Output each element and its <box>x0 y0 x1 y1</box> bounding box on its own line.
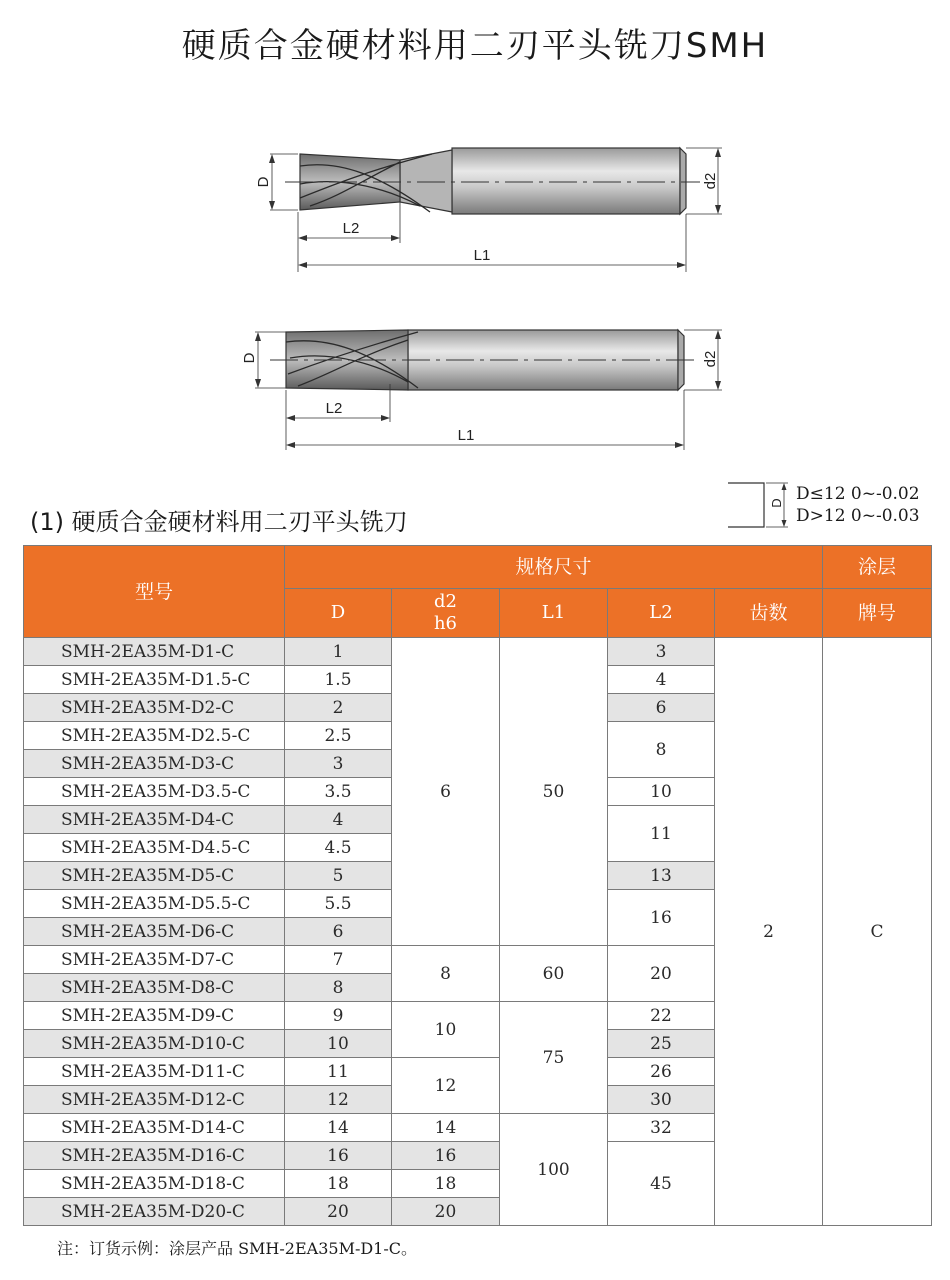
model-cell: SMH-2EA35M-D8-C <box>24 974 285 1002</box>
D-cell: 8 <box>285 974 392 1002</box>
d2-cell: 8 <box>392 946 500 1002</box>
coating-cell: C <box>823 638 932 1226</box>
D-cell: 16 <box>285 1142 392 1170</box>
header-coating-bottom: 牌号 <box>823 589 932 638</box>
L2-cell: 22 <box>608 1002 715 1030</box>
D-cell: 12 <box>285 1086 392 1114</box>
tolerance-symbol: D <box>769 498 784 508</box>
L2-cell: 20 <box>608 946 715 1002</box>
section-title: (1) 硬质合金硬材料用二刃平头铣刀 <box>30 508 408 536</box>
d2-cell: 18 <box>392 1170 500 1198</box>
model-cell: SMH-2EA35M-D20-C <box>24 1198 285 1226</box>
model-cell: SMH-2EA35M-D16-C <box>24 1142 285 1170</box>
model-cell: SMH-2EA35M-D5.5-C <box>24 890 285 918</box>
d2-cell: 12 <box>392 1058 500 1114</box>
order-note: 注：订货示例：涂层产品 SMH-2EA35M-D1-C。 <box>57 1239 418 1258</box>
tolerance-callout <box>726 480 942 530</box>
model-cell: SMH-2EA35M-D4-C <box>24 806 285 834</box>
L1-cell: 75 <box>500 1002 608 1114</box>
model-cell: SMH-2EA35M-D3-C <box>24 750 285 778</box>
tolerance-line-1: D≤12 0~-0.02 <box>796 484 920 504</box>
spec-table <box>23 545 932 1226</box>
header-spec-group: 规格尺寸 <box>285 546 823 589</box>
header-d2 <box>392 589 500 638</box>
teeth-cell: 2 <box>715 638 823 1226</box>
D-cell: 4 <box>285 806 392 834</box>
L1-cell: 100 <box>500 1114 608 1226</box>
tolerance-line-2: D>12 0~-0.03 <box>796 506 920 526</box>
drawing-straight-shank <box>241 330 722 450</box>
dim-label-L1: L1 <box>457 427 475 444</box>
L1-cell: 60 <box>500 946 608 1002</box>
model-cell: SMH-2EA35M-D12-C <box>24 1086 285 1114</box>
model-cell: SMH-2EA35M-D4.5-C <box>24 834 285 862</box>
D-cell: 5 <box>285 862 392 890</box>
D-cell: 1.5 <box>285 666 392 694</box>
header-model: 型号 <box>24 546 285 638</box>
model-cell: SMH-2EA35M-D14-C <box>24 1114 285 1142</box>
D-cell: 6 <box>285 918 392 946</box>
model-cell: SMH-2EA35M-D10-C <box>24 1030 285 1058</box>
D-cell: 2.5 <box>285 722 392 750</box>
D-cell: 14 <box>285 1114 392 1142</box>
D-cell: 18 <box>285 1170 392 1198</box>
header-L2: L2 <box>608 589 715 638</box>
model-cell: SMH-2EA35M-D5-C <box>24 862 285 890</box>
D-cell: 2 <box>285 694 392 722</box>
dim-label-D: D <box>255 176 272 188</box>
D-cell: 7 <box>285 946 392 974</box>
L2-cell: 45 <box>608 1142 715 1226</box>
header-D: D <box>285 589 392 638</box>
L2-cell: 26 <box>608 1058 715 1086</box>
D-cell: 3.5 <box>285 778 392 806</box>
header-d2-tolerance: h6 <box>433 613 458 634</box>
d2-cell: 20 <box>392 1198 500 1226</box>
D-cell: 10 <box>285 1030 392 1058</box>
header-L1: L1 <box>500 589 608 638</box>
neck <box>400 150 452 212</box>
model-cell: SMH-2EA35M-D2-C <box>24 694 285 722</box>
dim-label-L1: L1 <box>473 247 491 264</box>
header-teeth: 齿数 <box>715 589 823 638</box>
L2-cell: 4 <box>608 666 715 694</box>
model-cell: SMH-2EA35M-D11-C <box>24 1058 285 1086</box>
D-cell: 4.5 <box>285 834 392 862</box>
d2-cell: 10 <box>392 1002 500 1058</box>
d2-cell: 16 <box>392 1142 500 1170</box>
L2-cell: 10 <box>608 778 715 806</box>
D-cell: 9 <box>285 1002 392 1030</box>
table-row <box>24 638 932 666</box>
model-cell: SMH-2EA35M-D18-C <box>24 1170 285 1198</box>
model-cell: SMH-2EA35M-D1-C <box>24 638 285 666</box>
model-cell: SMH-2EA35M-D6-C <box>24 918 285 946</box>
L2-cell: 3 <box>608 638 715 666</box>
header-d2-label: d2 <box>434 591 457 612</box>
L2-cell: 13 <box>608 862 715 890</box>
d2-cell: 6 <box>392 638 500 946</box>
L1-cell: 50 <box>500 638 608 946</box>
model-cell: SMH-2EA35M-D2.5-C <box>24 722 285 750</box>
tool-drawings <box>0 0 950 480</box>
D-cell: 5.5 <box>285 890 392 918</box>
shank-chamfer <box>680 148 686 214</box>
shank-body <box>452 148 680 214</box>
model-cell: SMH-2EA35M-D7-C <box>24 946 285 974</box>
drawing-standard-shank <box>255 148 722 272</box>
model-cell: SMH-2EA35M-D3.5-C <box>24 778 285 806</box>
model-cell: SMH-2EA35M-D1.5-C <box>24 666 285 694</box>
L2-cell: 11 <box>608 806 715 862</box>
L2-cell: 16 <box>608 890 715 946</box>
model-cell: SMH-2EA35M-D9-C <box>24 1002 285 1030</box>
D-cell: 20 <box>285 1198 392 1226</box>
L2-cell: 25 <box>608 1030 715 1058</box>
L2-cell: 8 <box>608 722 715 778</box>
dim-label-d2: d2 <box>702 172 719 190</box>
tolerance-diagram <box>726 480 796 530</box>
d2-cell: 14 <box>392 1114 500 1142</box>
dim-label-L2: L2 <box>342 220 360 237</box>
L2-cell: 6 <box>608 694 715 722</box>
L2-cell: 30 <box>608 1086 715 1114</box>
D-cell: 1 <box>285 638 392 666</box>
dim-label-D: D <box>241 352 258 364</box>
dim-label-d2: d2 <box>702 350 719 368</box>
dim-label-L2: L2 <box>325 400 343 417</box>
D-cell: 11 <box>285 1058 392 1086</box>
header-coating-top: 涂层 <box>823 546 932 589</box>
D-cell: 3 <box>285 750 392 778</box>
page-title: 硬质合金硬材料用二刃平头铣刀SMH <box>181 26 769 66</box>
L2-cell: 32 <box>608 1114 715 1142</box>
